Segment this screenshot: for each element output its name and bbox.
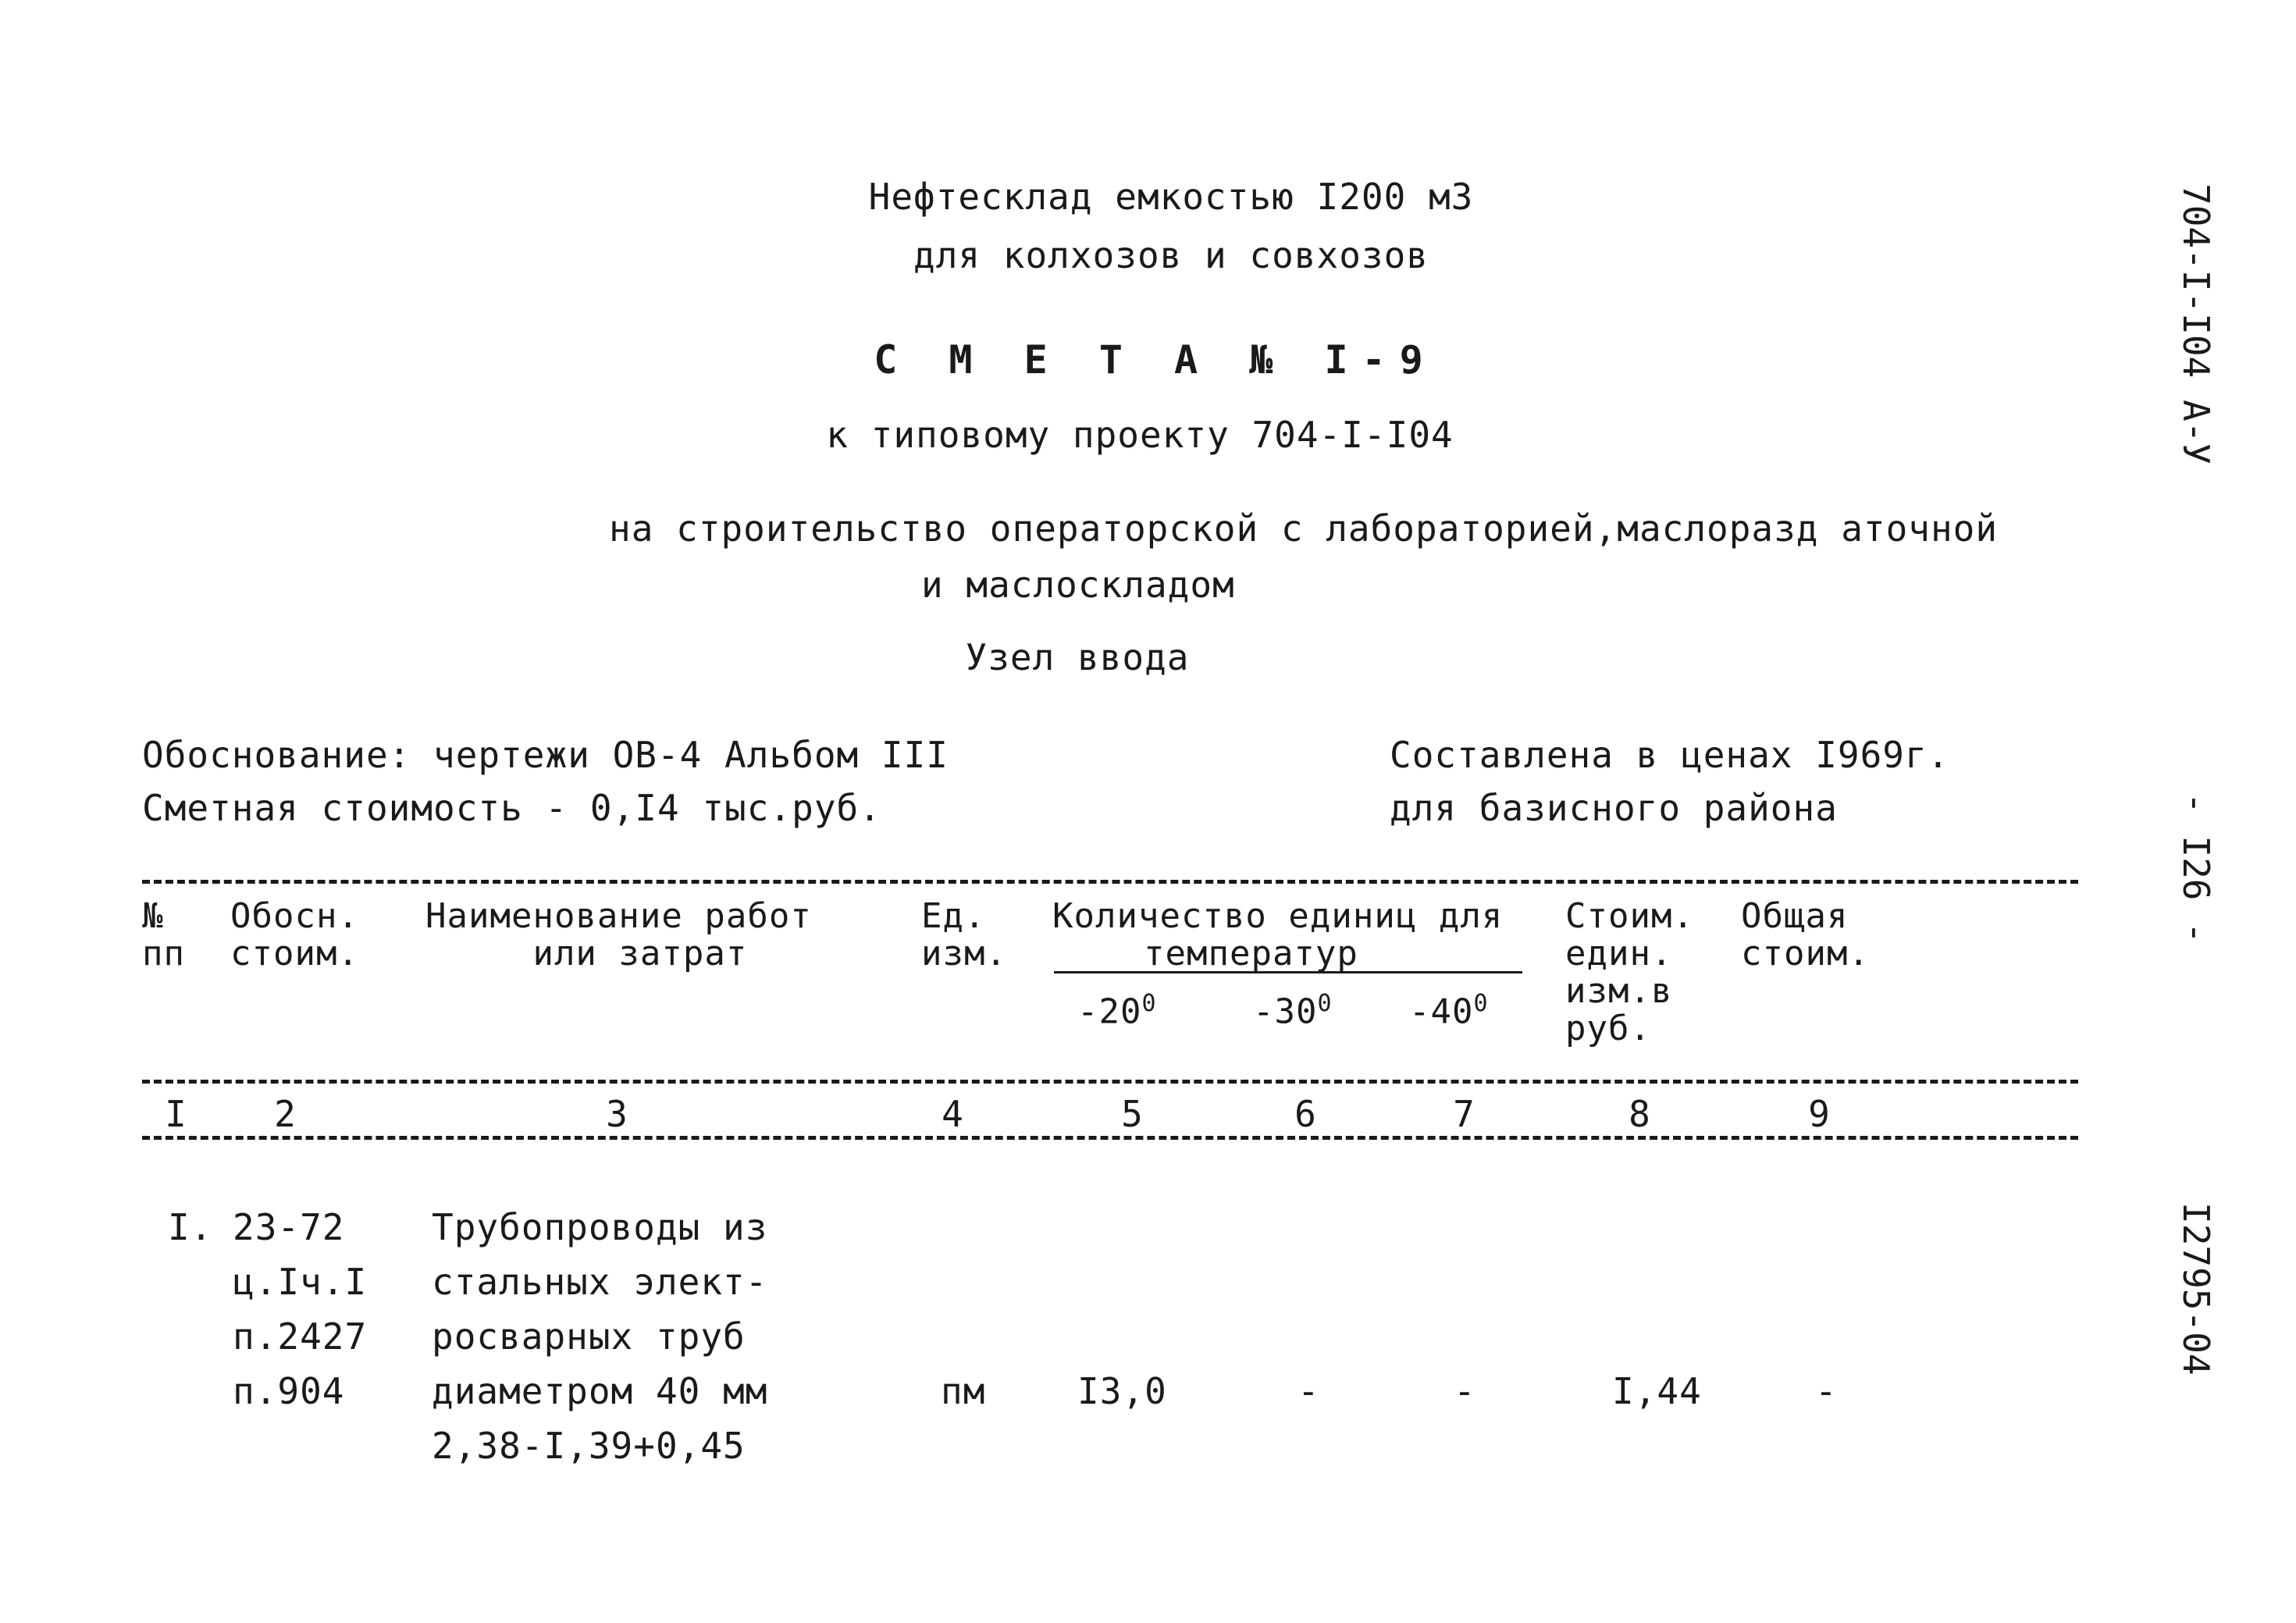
title-line-1: Нефтесклад емкостью I200 м3 <box>868 176 1474 218</box>
header-quantity-group: Количество единиц для <box>1052 896 1504 936</box>
header-number: № пп <box>142 896 185 973</box>
row-basis-line: п.904 <box>233 1370 345 1412</box>
header-unit-cost: Стоим. един. изм.в руб. <box>1565 896 1694 1048</box>
header-bottom-rule <box>142 1080 2078 1084</box>
header-temperatures: температур <box>1144 934 1358 973</box>
estimated-cost: Сметная стоимость - 0,I4 тыс.руб. <box>142 787 881 829</box>
header-total-cost: Общая стоим. <box>1741 896 1870 973</box>
side-page: - I26 - <box>2175 792 2217 944</box>
row-unit: пм <box>941 1370 986 1412</box>
justification: Обоснование: чертежи ОВ-4 Альбом III <box>142 734 949 776</box>
row-number: I. <box>168 1206 213 1248</box>
row-quantity-20: I3,0 <box>1077 1370 1167 1412</box>
row-name-line: стальных элект- <box>432 1261 768 1303</box>
header-group-rule <box>1054 971 1522 973</box>
column-number-9: 9 <box>1808 1093 1830 1135</box>
row-quantity-40: - <box>1454 1370 1476 1412</box>
side-number: I2795-04 <box>2175 1202 2217 1376</box>
row-basis-line: п.2427 <box>233 1315 368 1358</box>
column-number-1: I <box>165 1093 187 1135</box>
row-name-line: диаметром 40 мм <box>432 1370 768 1412</box>
side-code: 704-I-I04 А-У <box>2175 183 2217 465</box>
column-number-rule <box>142 1136 2078 1140</box>
row-name-line: 2,38-I,39+0,45 <box>432 1425 746 1467</box>
description-line-1: на строительство операторской с лабораторией,маслоразд аточной <box>609 507 1999 550</box>
base-region: для базисного района <box>1390 787 1838 829</box>
column-number-3: 3 <box>606 1093 628 1135</box>
row-name-line: росварных труб <box>432 1315 746 1358</box>
header-unit: Ед. изм. <box>921 896 1007 973</box>
estimate-title: С М Е Т А № I-9 <box>874 337 1437 383</box>
row-name-line: Трубопроводы из <box>432 1206 768 1248</box>
header-work-name: Наименование работ или затрат <box>425 896 812 973</box>
column-number-5: 5 <box>1121 1093 1143 1135</box>
table-top-rule <box>142 880 2078 884</box>
title-line-2: для колхозов и совхозов <box>913 234 1429 276</box>
row-total-cost: - <box>1815 1370 1838 1412</box>
column-number-4: 4 <box>942 1093 963 1135</box>
row-quantity-30: - <box>1298 1370 1320 1412</box>
header-temp-40: $-40^0$ <box>1409 990 1489 1032</box>
column-number-7: 7 <box>1453 1093 1475 1135</box>
node-title: Узел ввода <box>965 636 1190 678</box>
header-temp-30: $-30^0$ <box>1253 990 1333 1032</box>
column-number-2: 2 <box>274 1093 296 1135</box>
price-year: Составлена в ценах I969г. <box>1390 734 1950 776</box>
row-unit-cost: I,44 <box>1612 1370 1702 1412</box>
project-reference: к типовому проекту 704-I-I04 <box>826 414 1454 456</box>
row-basis-line: 23-72 <box>233 1206 345 1248</box>
header-basis: Обосн. стоим. <box>230 896 359 973</box>
header-temp-20: $-20^0$ <box>1077 990 1157 1032</box>
column-number-8: 8 <box>1629 1093 1650 1135</box>
description-line-2: и маслоскладом <box>921 564 1235 606</box>
column-number-6: 6 <box>1294 1093 1316 1135</box>
row-basis-line: ц.Iч.I <box>233 1261 368 1303</box>
